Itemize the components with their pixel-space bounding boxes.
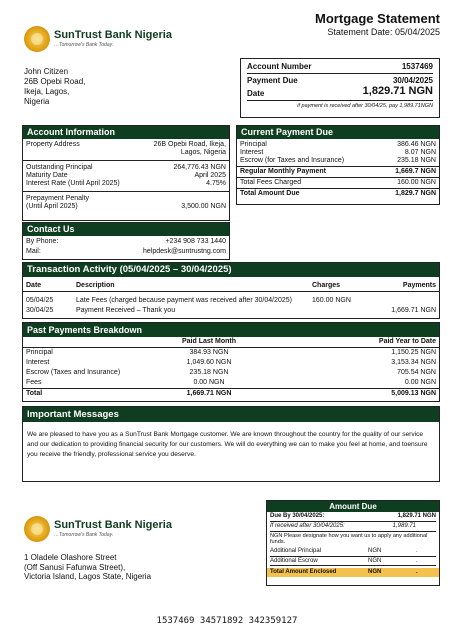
section-title: Current Payment Due bbox=[237, 126, 439, 139]
statement-header bbox=[315, 12, 440, 37]
principal-value: 264,776.43 NGN bbox=[173, 164, 226, 172]
bank-address-line: 1 Oladele Olashore Street bbox=[24, 553, 117, 562]
transaction-date: 05/04/25 bbox=[26, 296, 54, 304]
account-number: 1537469 bbox=[401, 62, 433, 71]
customer-name: John Citizen bbox=[24, 67, 69, 76]
payment-due-label: Payment Due bbox=[247, 76, 298, 86]
account-number-label: Account Number bbox=[247, 62, 312, 71]
bank-name: SunTrust Bank Nigeria bbox=[54, 29, 172, 42]
bank-tagline: …Tomorrow's Bank Today. bbox=[54, 531, 114, 538]
breakdown-label: Interest bbox=[26, 359, 50, 367]
breakdown-ytd: 0.00 NGN bbox=[404, 379, 436, 387]
customer-address bbox=[24, 67, 85, 107]
message-body: We are pleased to have you as a SunTrust Bank Mortgage customer. We are known throughout the country for the quality of our service and our dedication to providing financial security for our customers. We will do everything we can to make you feel at home, and toensure you receive the friendly, professional service you deserve. bbox=[27, 431, 428, 458]
breakdown-ytd: 1,150.25 NGN bbox=[391, 349, 436, 357]
penalty-period: (Until April 2025) bbox=[26, 203, 78, 211]
coupon-note: NGN Please designate how you want us to apply any additional funds. bbox=[270, 532, 428, 546]
remittance-code: 1537469 34571892 342359127 bbox=[156, 616, 298, 626]
customer-address-line: 26B Opebi Road, bbox=[24, 77, 86, 86]
payment-row-label: Escrow (for Taxes and Insurance) bbox=[240, 157, 345, 165]
date-label: Date bbox=[247, 88, 265, 98]
bank-name: SunTrust Bank Nigeria bbox=[54, 519, 172, 532]
column-header: Charges bbox=[312, 282, 341, 289]
rate-value: 4.75% bbox=[206, 180, 226, 188]
breakdown-last-month: 384.93 NGN bbox=[189, 349, 229, 357]
past-payments-section bbox=[22, 322, 440, 402]
due-by-label: Due By 30/04/2025: bbox=[270, 513, 325, 519]
column-header: Description bbox=[76, 282, 115, 289]
statement-title: Mortgage Statement bbox=[315, 11, 440, 26]
payment-row-label: Principal bbox=[240, 141, 267, 148]
total-enclosed-input[interactable]: . bbox=[416, 569, 418, 576]
bank-logo bbox=[24, 26, 172, 52]
current-payment-section bbox=[236, 125, 440, 205]
rate-label: Interest Rate (Until April 2025) bbox=[26, 180, 120, 188]
table-row bbox=[23, 368, 439, 378]
transaction-date: 30/04/25 bbox=[26, 306, 54, 314]
payment-row-value: 386.46 NGN bbox=[397, 141, 436, 148]
penalty-label: Prepayment Penalty bbox=[26, 195, 90, 203]
contact-section bbox=[22, 222, 230, 260]
total-due-label: Total Amount Due bbox=[240, 190, 300, 198]
property-address-value: Lagos, Nigeria bbox=[180, 149, 226, 157]
breakdown-label: Escrow (Taxes and Insurance) bbox=[26, 369, 121, 377]
breakdown-total-last-month: 1,669.71 NGN bbox=[186, 390, 232, 398]
sun-logo-icon bbox=[24, 26, 50, 52]
breakdown-label: Fees bbox=[26, 379, 42, 387]
phone-value[interactable]: +234 908 733 1440 bbox=[165, 238, 226, 245]
additional-principal-input[interactable]: . bbox=[416, 547, 418, 554]
transaction-payments: 1,669.71 NGN bbox=[391, 306, 436, 314]
property-address-value: 26B Opebi Road, Ikeja, bbox=[153, 141, 226, 148]
transaction-description: Payment Received – Thank you bbox=[76, 306, 176, 314]
section-title: Amount Due bbox=[267, 501, 439, 512]
additional-principal-label: Additional Principal bbox=[270, 547, 322, 554]
column-header: Payments bbox=[402, 282, 436, 289]
total-enclosed-label: Total Amount Enclosed bbox=[270, 569, 337, 576]
breakdown-last-month: 0.00 NGN bbox=[193, 379, 225, 387]
regular-payment-label: Regular Monthly Payment bbox=[240, 168, 326, 176]
section-title: Transaction Activity (05/04/2025 – 30/04/2025) bbox=[23, 263, 439, 277]
penalty-value: 3,500.00 NGN bbox=[181, 203, 226, 211]
maturity-label: Maturity Date bbox=[26, 172, 68, 180]
bank-logo-bottom bbox=[24, 516, 172, 542]
section-title: Important Messages bbox=[23, 407, 439, 422]
late-payment-note: if payment is received after 30/04/25, pay 1,989.71NGN bbox=[297, 103, 433, 110]
transaction-charges: 160.00 NGN bbox=[312, 296, 351, 304]
phone-label: By Phone: bbox=[26, 238, 59, 245]
payment-row-value: 235.18 NGN bbox=[397, 157, 436, 165]
table-row bbox=[23, 378, 439, 389]
section-title: Contact Us bbox=[23, 223, 229, 236]
property-address-label: Property Address bbox=[26, 141, 80, 148]
transaction-payments bbox=[369, 296, 439, 306]
fees-label: Total Fees Charged bbox=[240, 179, 302, 187]
account-summary-box bbox=[240, 58, 440, 118]
late-label: If received after 30/04/2025: bbox=[270, 522, 345, 529]
section-title: Account Information bbox=[23, 126, 229, 139]
transaction-activity-section bbox=[22, 262, 440, 319]
additional-principal-currency: NGN bbox=[368, 547, 382, 554]
breakdown-total-label: Total bbox=[26, 390, 43, 398]
fees-value: 160.00 NGN bbox=[397, 179, 436, 187]
table-row-total bbox=[23, 389, 439, 400]
payment-due-date: 30/04/2025 bbox=[392, 76, 433, 86]
regular-payment-value: 1,669.7 NGN bbox=[395, 168, 436, 176]
payment-row-value: 8.07 NGN bbox=[404, 149, 436, 157]
breakdown-label: Principal bbox=[26, 349, 53, 357]
due-by-value: 1,829.71 NGN bbox=[397, 513, 436, 519]
customer-address-line: Nigeria bbox=[24, 97, 50, 106]
important-messages-section bbox=[22, 406, 440, 482]
breakdown-last-month: 235.18 NGN bbox=[189, 369, 229, 377]
transaction-charges bbox=[309, 306, 369, 316]
bank-tagline: …Tomorrow's Bank Today. bbox=[54, 41, 114, 48]
transaction-description: Late Fees (charged because payment was received after 30/04/2025) bbox=[76, 296, 292, 304]
mail-label: Mail: bbox=[26, 248, 41, 256]
column-header: Paid Last Month bbox=[181, 338, 237, 345]
amount-due-coupon bbox=[266, 500, 440, 586]
payment-row-label: Interest bbox=[240, 149, 264, 157]
statement-date: Statement Date: 05/04/2025 bbox=[327, 26, 440, 37]
table-row bbox=[23, 306, 439, 316]
breakdown-last-month: 1,049.60 NGN bbox=[186, 359, 232, 367]
bank-address-line: Victoria Island, Lagos State, Nigeria bbox=[24, 572, 152, 582]
late-value: 1,989.71 bbox=[392, 522, 416, 529]
additional-escrow-input[interactable]: . bbox=[416, 557, 418, 564]
table-row bbox=[23, 358, 439, 368]
total-enclosed-row bbox=[267, 568, 439, 577]
bank-address bbox=[24, 553, 151, 582]
column-header: Date bbox=[26, 282, 42, 289]
column-header bbox=[23, 337, 139, 348]
amount-due: 1,829.71 NGN bbox=[362, 85, 433, 98]
customer-address-line: Ikeja, Lagos, bbox=[24, 87, 70, 96]
maturity-value: April 2025 bbox=[194, 172, 226, 180]
breakdown-total-ytd: 5,009.13 NGN bbox=[391, 390, 436, 398]
mail-value[interactable]: helpdesk@suntrustng.com bbox=[143, 248, 226, 256]
sun-logo-icon bbox=[24, 516, 50, 542]
additional-escrow-currency: NGN bbox=[368, 557, 382, 564]
total-due-value: 1,829.7 NGN bbox=[395, 190, 436, 198]
total-enclosed-currency: NGN bbox=[368, 569, 382, 576]
principal-label: Outstanding Principal bbox=[26, 164, 93, 172]
account-information-section bbox=[22, 125, 230, 221]
column-header: Paid Year to Date bbox=[378, 338, 436, 345]
table-row bbox=[23, 296, 439, 306]
section-title: Past Payments Breakdown bbox=[23, 323, 439, 337]
bank-address-line: (Off Sanusi Fafunwa Street), bbox=[24, 562, 126, 572]
additional-escrow-label: Additional Escrow bbox=[270, 557, 318, 564]
table-row bbox=[23, 348, 439, 359]
breakdown-ytd: 3,153.34 NGN bbox=[391, 359, 436, 367]
breakdown-ytd: 705.54 NGN bbox=[397, 369, 436, 377]
